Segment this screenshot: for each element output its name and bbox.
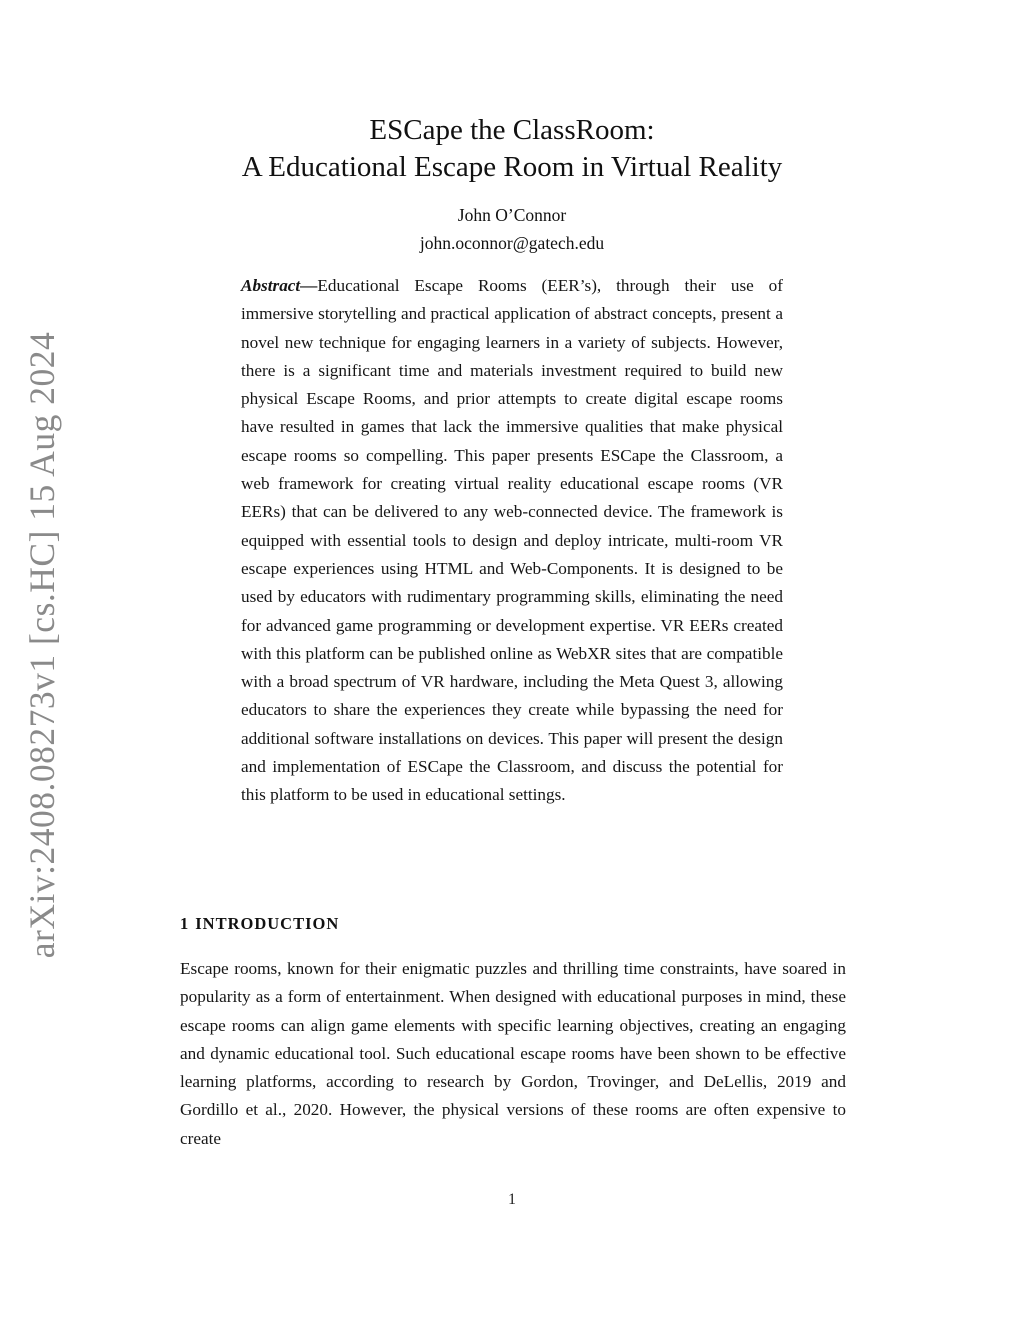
page-number: 1 [508,1191,516,1208]
abstract-text: Educational Escape Rooms (EER’s), through their use of immersive storytelling and practical application of abstract concepts, present a novel new technique for engaging learners in a variety of subjects. However, there is a significant time and materials investment required to build new physical Escape Rooms, and prior attempts to create digital escape rooms have resulted in games that lack the immersive qualities that make physical escape rooms so compelling. This paper presents ESCape the Classroom, a web framework for creating virtual reality educational escape rooms (VR EERs) that can be delivered to any web-connected device. The framework is equipped with essential tools to design and deploy intricate, multi-room VR escape experiences using HTML and Web-Components. It is designed to be used by educators with rudimentary programming skills, eliminating the need for advanced game programming or development expertise. VR EERs created with this platform can be published online as WebXR sites that are compatible with a broad spectrum of VR hardware, including the Meta Quest 3, allowing educators to share the experiences they create while bypassing the need for additional software installations on devices. This paper will present the design and implementation of ESCape the Classroom, and discuss the potential for this platform to be used in educational settings. [241,276,783,805]
arxiv-stamp [12,331,72,959]
paper-title [0,112,1024,186]
section-number: 1 [180,914,190,933]
section-heading [180,914,339,934]
title-line-1: ESCape the ClassRoom: [369,114,655,146]
author-name: John O’Connor [457,205,567,225]
abstract-label: Abstract— [241,276,318,295]
introduction-paragraph: Escape rooms, known for their enigmatic puzzles and thrilling time constraints, have soared in popularity as a form of entertainment. When designed with educational purposes in mind, these escape rooms can align game elements with specific learning objectives, creating an engaging and dynamic educational tool. Such educational escape rooms have been shown to be effective learning platforms, according to research by Gordon, Trovinger, and DeLellis, 2019 and Gordillo et al., 2020. However, the physical versions of these rooms are often expensive to create [180,959,846,1148]
author-email: john.oconnor@gatech.edu [419,233,605,253]
section-title: INTRODUCTION [195,914,340,933]
author-block [0,201,1024,257]
arxiv-identifier: arXiv:2408.08273v1 [cs.HC] 15 Aug 2024 [22,331,62,959]
title-line-2: A Educational Escape Room in Virtual Reality [241,151,783,183]
abstract [241,272,783,810]
